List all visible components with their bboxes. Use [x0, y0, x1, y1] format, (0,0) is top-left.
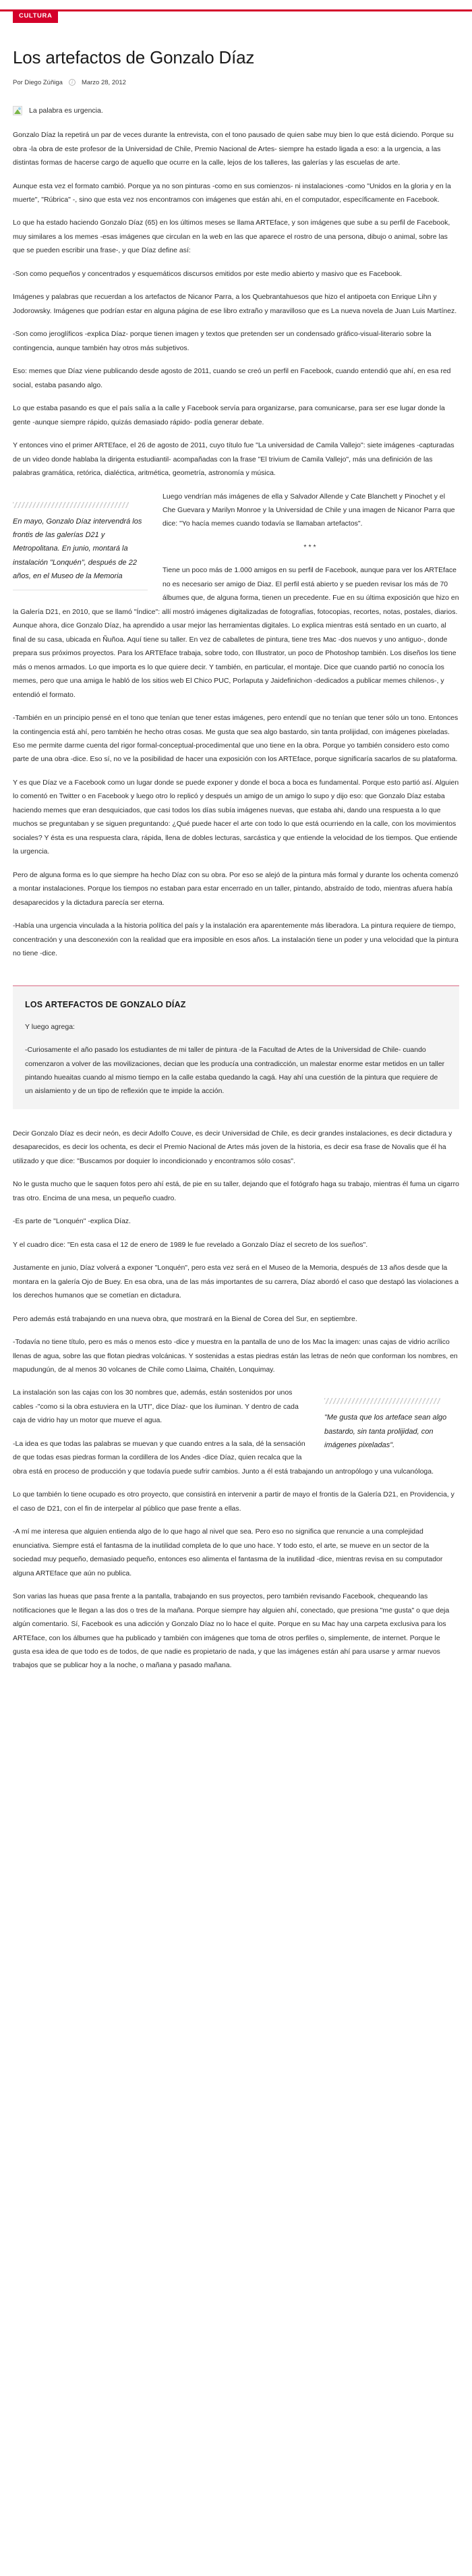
article-body	[13, 104, 459, 970]
page-title: Los artefactos de Gonzalo Díaz	[13, 47, 255, 67]
accent-rule	[0, 9, 472, 11]
section-kicker[interactable]: CULTURA	[13, 9, 58, 23]
paragraph: -Son como jeroglíficos -explica Díaz- porque tienen imagen y textos que pretenden ser un condensado gráfico-visual-literario sobre la contingencia, aunque también hay otros más subjetivos.	[13, 330, 432, 352]
paragraph: Pero además está trabajando en una nueva obra, que mostrará en la Bienal de Corea del Sur, en septiembre.	[13, 1314, 357, 1323]
pullquote-left	[13, 493, 148, 591]
lede-text: La palabra es urgencia.	[29, 106, 103, 115]
section-divider: ***	[303, 542, 318, 551]
paragraph: Justamente en junio, Díaz volverá a exponer "Lonquén", pero esta vez será en el Museo de la Memoria, después de 13 años desde que la montara en la galería Ojo de Buey. En esa obra, una de las más importantes de su carrera, Díaz abordó el caso que destapó las violaciones a los derechos humanos que se cometían en dictadura.	[13, 1264, 459, 1300]
pullquote-right	[324, 1389, 459, 1452]
highlight-box-paragraph: Y luego agrega:	[25, 1022, 75, 1031]
paragraph: No le gusta mucho que le saquen fotos pero ahí está, de pie en su taller, dejando que el fotógrafo haga su trabajo, mientras él fuma un cigarro tras otro. Encima de una mesa, un pequeño cuadro.	[13, 1180, 459, 1202]
paragraph: -A mí me interesa que alguien entienda algo de lo que hago al nivel que sea. Pero eso no significa que renuncie a una complejidad enunciativa. Siempre está el fantasma de la inutilidad completa de lo que uno hace. Y todo esto, el arte, se mueve en un sector de la sociedad muy pequeño, demasiado pequeño, entonces eso alimenta el fantasma de la inutilidad -dice, mientras revisa en su computador alguna ARTEface que aún no publica.	[13, 1528, 443, 1577]
paragraph: Y el cuadro dice: "En esta casa el 12 de enero de 1989 le fue revelado a Gonzalo Díaz el secreto de los sueños".	[13, 1240, 368, 1249]
paragraph: Tiene un poco más de 1.000 amigos en su perfil de Facebook, aunque para ver los ARTEface no es necesario ser amigo de Diaz. El perfil está abierto y se pueden revisar los más de 70 álbumes que, de alguna forma, tienen un precedente. Fue en su última exposición que hizo en la Galería D21, en 2010, que se llamó "Índice": allí mostró imágenes digitalizadas de fotografías, fotocopias, recortes, notas, postales, diarios. Aunque ahora, dice Gonzalo Díaz, ha aprendido a usar mejor las herramientas digitales. Lo explica mientras está sentado en un cuarto, al final de su casa, ubicada en Ñuñoa. Aquí tiene su taller. En vez de caballetes de pintura, tiene tres Mac -dos nuevos y uno antiguo-, donde prepara sus próximos proyectos. Para los ARTEface trabaja, sobre todo, con Illustrator, un poco de Photoshop también. Los diseños los tiene más o menos armados. Lo que importa es lo que quiere decir. Y también, en particular, el montaje. Dice que cuando partió no conocía los memes, pero que una amiga le habló de los sitios web El Chico PUC, Porlaputa y Jaidefinichon -dedicados a publicar memes chilenos-, y entendió el formato.	[13, 566, 459, 699]
article-page	[0, 9, 472, 1702]
paragraph: Aunque esta vez el formato cambió. Porque ya no son pinturas -como en sus comienzos- ni instalaciones -como "Unidos en la gloria y en la muerte", "Rúbrica" -, sino que esta vez nos encontramos con imágenes que están ahi, en el computador, específicamente en Facebook.	[13, 181, 451, 204]
paragraph: Luego vendrían más imágenes de ella y Salvador Allende y Cate Blanchett y Pinochet y el Che Guevara y Marilyn Monroe y la Universidad de Chile y una imagen de Nicanor Parra que dice: "Yo hacía memes cuando todavía se llamaban artefactos".	[163, 492, 455, 528]
byline	[13, 79, 459, 86]
highlight-box-title: LOS ARTEFACTOS DE GONZALO DÍAZ	[25, 999, 186, 1009]
hatch-decoration	[13, 502, 129, 508]
article-body-continued	[13, 1127, 459, 1682]
paragraph: Decir Gonzalo Díaz es decir neón, es decir Adolfo Couve, es decir Universidad de Chile, es decir grandes instalaciones, es decir dictadura y desaparecidos, es decir los ochenta, es decir el Premio Nacional de Artes más joven de la historia, es decir esa frase de Novalis que él ha utilizado y que dice: "Buscamos por doquier lo incondicionado y encontramos sólo cosas".	[13, 1129, 452, 1165]
paragraph: Lo que estaba pasando es que el país salía a la calle y Facebook servía para organizarse, para comunicarse, para ser ese lugar donde la gente -aunque siempre rápido, quizás demasiado rápido- podía generar debate.	[13, 404, 445, 426]
paragraph: Pero de alguna forma es lo que siempre ha hecho Díaz con su obra. Por eso se alejó de la pintura más formal y durante los ochenta comenzó a montar instalaciones. Porque los tiempos no estaban para estar encerrado en un taller, pintando, abstraído de todo, mientras afuera había desaparecidos y la dictadura parecía ser eterna.	[13, 870, 459, 907]
paragraph: Lo que también lo tiene ocupado es otro proyecto, que consistirá en intervenir a partir de mayo el frontis de la Galería D21, en Providencia, y el caso de D21, con el fin de interpelar al público que pase frente a ellas.	[13, 1490, 454, 1513]
broken-image-icon	[13, 106, 22, 115]
paragraph: Eso: memes que Díaz viene publicando desde agosto de 2011, cuando se creó un perfil en Facebook, cuando entendió que ahí, en esa red social, estaba pasando algo.	[13, 367, 451, 389]
info-icon[interactable]: i	[69, 79, 76, 86]
pullquote-left-text: En mayo, Gonzalo Díaz intervendrá los frontis de las galerías D21 y Metropolitana. En junio, montará la instalación "Lonquén", después de 22 años, en el Museo de la Memoria	[13, 517, 142, 580]
paragraph: Gonzalo Díaz la repetirá un par de veces durante la entrevista, con el tono pausado de quien sabe muy bien lo que está diciendo. Porque su obra -la obra de este profesor de la Universidad de Chile, Premio Nacional de Artes- siempre ha estado ligada a eso: a la urgencia, a las distintas formas de hacerse cargo de aquello que ocurre en la calle, lejos de los talleres, las galerías y las escuelas de arte.	[13, 131, 454, 167]
paragraph: La instalación son las cajas con los 30 nombres que, además, están sostenidos por unos cables -"como si la obra estuviera en la UTI", dice Díaz- que los iluminan. Y dentro de cada caja de vidrio hay un motor que mueve el agua.	[13, 1389, 299, 1425]
paragraph: Son varias las hueas que pasa frente a la pantalla, trabajando en sus proyectos, pero también revisando Facebook, chequeando las notificaciones que le llegan a las dos o tres de la mañana. Porque siempre hay alguien ahí, conectado, que presiona "me gusta" o que deja algún comentario. Sí, Facebook es una adicción y Gonzalo Díaz no lo hace el quite. Porque en su Mac hay una carpeta exclusiva para los ARTEface, con los álbumes que ha publicado y también con imágenes que toma de otros perfiles o, simplemente, de internet. Porque le gusta esa idea de que todo es de todos, de que nadie es propietario de nada, y que las imágenes están ahí para usarse y armar nuevos trabajos que se publicar hoy a la noche, o mañana y pasado mañana.	[13, 1592, 450, 1670]
highlight-box	[13, 985, 459, 1109]
lede-line	[13, 104, 459, 117]
top-section-bar	[0, 9, 472, 27]
paragraph: -Había una urgencia vinculada a la historia política del país y la instalación era aparentemente más liberadora. La pintura requiere de tiempo, concentración y una desconexión con la realidad que era imposible en esos años. La instalación tiene un poder y una velocidad que la pintura no tiene -dice.	[13, 922, 459, 958]
paragraph: Imágenes y palabras que recuerdan a los artefactos de Nicanor Parra, a los Quebrantahuesos que hizo el antipoeta con Enrique Lihn y Jodorowsky. Imágenes que podrían estar en alguna página de ese libro extraño y maravilloso que es La nueva novela de Juan Luis Martínez.	[13, 293, 457, 315]
paragraph: Y es que Díaz ve a Facebook como un lugar donde se puede exponer y donde el boca a boca es fundamental. Porque esto partió así. Alguien lo comentó en Twitter o en Facebook y luego otro lo replicó y después un amigo de un amigo lo supo y dijo eso: que Gonzalo Díaz estaba haciendo memes que eran desquiciados, que casi todos los días subía imágenes nuevas, que estaba ahi, dando una respuesta a lo que muchos se preguntaban y se siguen preguntando: ¿Qué puede hacer el arte con todo lo que está ocurriendo en la calle, con los movimientos sociales? Y ésta es una respuesta clara, rápida, llena de dobles lecturas, sarcástica y que entiende la velocidad de los tiempos. Que entiende la urgencia.	[13, 778, 459, 856]
hatch-decoration	[324, 1398, 440, 1404]
paragraph: -Son como pequeños y concentrados y esquemáticos discursos emitidos por este medio abierto y masivo que es Facebook.	[13, 269, 403, 278]
paragraph: Lo que ha estado haciendo Gonzalo Díaz (65) en los últimos meses se llama ARTEface, y son imágenes que sube a su perfil de Facebook, muy similares a los memes -esas imágenes que circulan en la web en las que aparece el rostro de una persona, dibujo o animal, sobre las que se pueden escribir una frase-, y que Díaz define así:	[13, 219, 450, 255]
highlight-box-paragraph: -Curiosamente el año pasado los estudiantes de mi taller de pintura -de la Facultad de Artes de la Universidad de Chile- cuando comenzaron a volver de las movilizaciones, decian que les producía una contradicción, un malestar enorme estar metidos en un taller pintando hueaitas cuando al mismo tiempo en la calle estaba quedando la cagá. Hay ahí una cuestión de la pintura que requiere de un aislamiento y de un tipo de reflexión que te impide la acción.	[25, 1046, 445, 1096]
paragraph: -También en un principio pensé en el tono que tenían que tener estas imágenes, pero entendí que no tenían que tener sólo un tono. Entonces la contingencia está ahí, pero también he hecho otras cosas. Me gusta que sea algo bastardo, sin tanta prolijidad, con imágenes pixeladas. Eso me permite darme cuenta del rigor formal-conceptual-procedimental que uno tiene en la obra. Porque yo también considero esto como parte de una obra -dice. Eso sí, no ve la posibilidad de hacer una exposición con los ARTEface, porque significaría sacarlos de su plataforma.	[13, 714, 459, 764]
pullquote-right-text: "Me gusta que los arteface sean algo bastardo, sin tanta prolijidad, con imágenes pixeladas".	[324, 1413, 447, 1450]
byline-date: Marzo 28, 2012	[81, 78, 126, 86]
byline-author[interactable]: Por Diego Zúñiga	[13, 78, 63, 86]
paragraph: -La idea es que todas las palabras se muevan y que cuando entres a la sala, dé la sensación de que todas esas piedras forman la cordillera de los Andes -dice Díaz, quien recalca que la obra está en proceso de producción y que todavía puede sufrir cambios. Junto a él está trabajando un antropólogo y una vulcanóloga.	[13, 1439, 434, 1476]
paragraph: -Es parte de "Lonquén" -explica Díaz.	[13, 1217, 131, 1226]
paragraph: -Todavía no tiene título, pero es más o menos esto -dice y muestra en la pantalla de uno de los Mac la imagen: unas cajas de vidrio acrílico llenas de agua, sobre las que flotan piedras volcánicas. Y sostenidas a estas piedras están las letras de neón que conforman los nombres, en mapudungún, de al menos 30 volcanes de Chile como Llaima, Chaitén, Lonquimay.	[13, 1338, 458, 1374]
paragraph: Y entonces vino el primer ARTEface, el 26 de agosto de 2011, cuyo título fue "La universidad de Camila Vallejo": siete imágenes -capturadas de un video donde hablaba la dirigenta estudiantil- acompañadas con la frase "El trivium de Camila Vallejo", más una definición de las palabras gramática, retórica, dialéctica, aritmética, geometría, astronomía y música.	[13, 441, 454, 478]
